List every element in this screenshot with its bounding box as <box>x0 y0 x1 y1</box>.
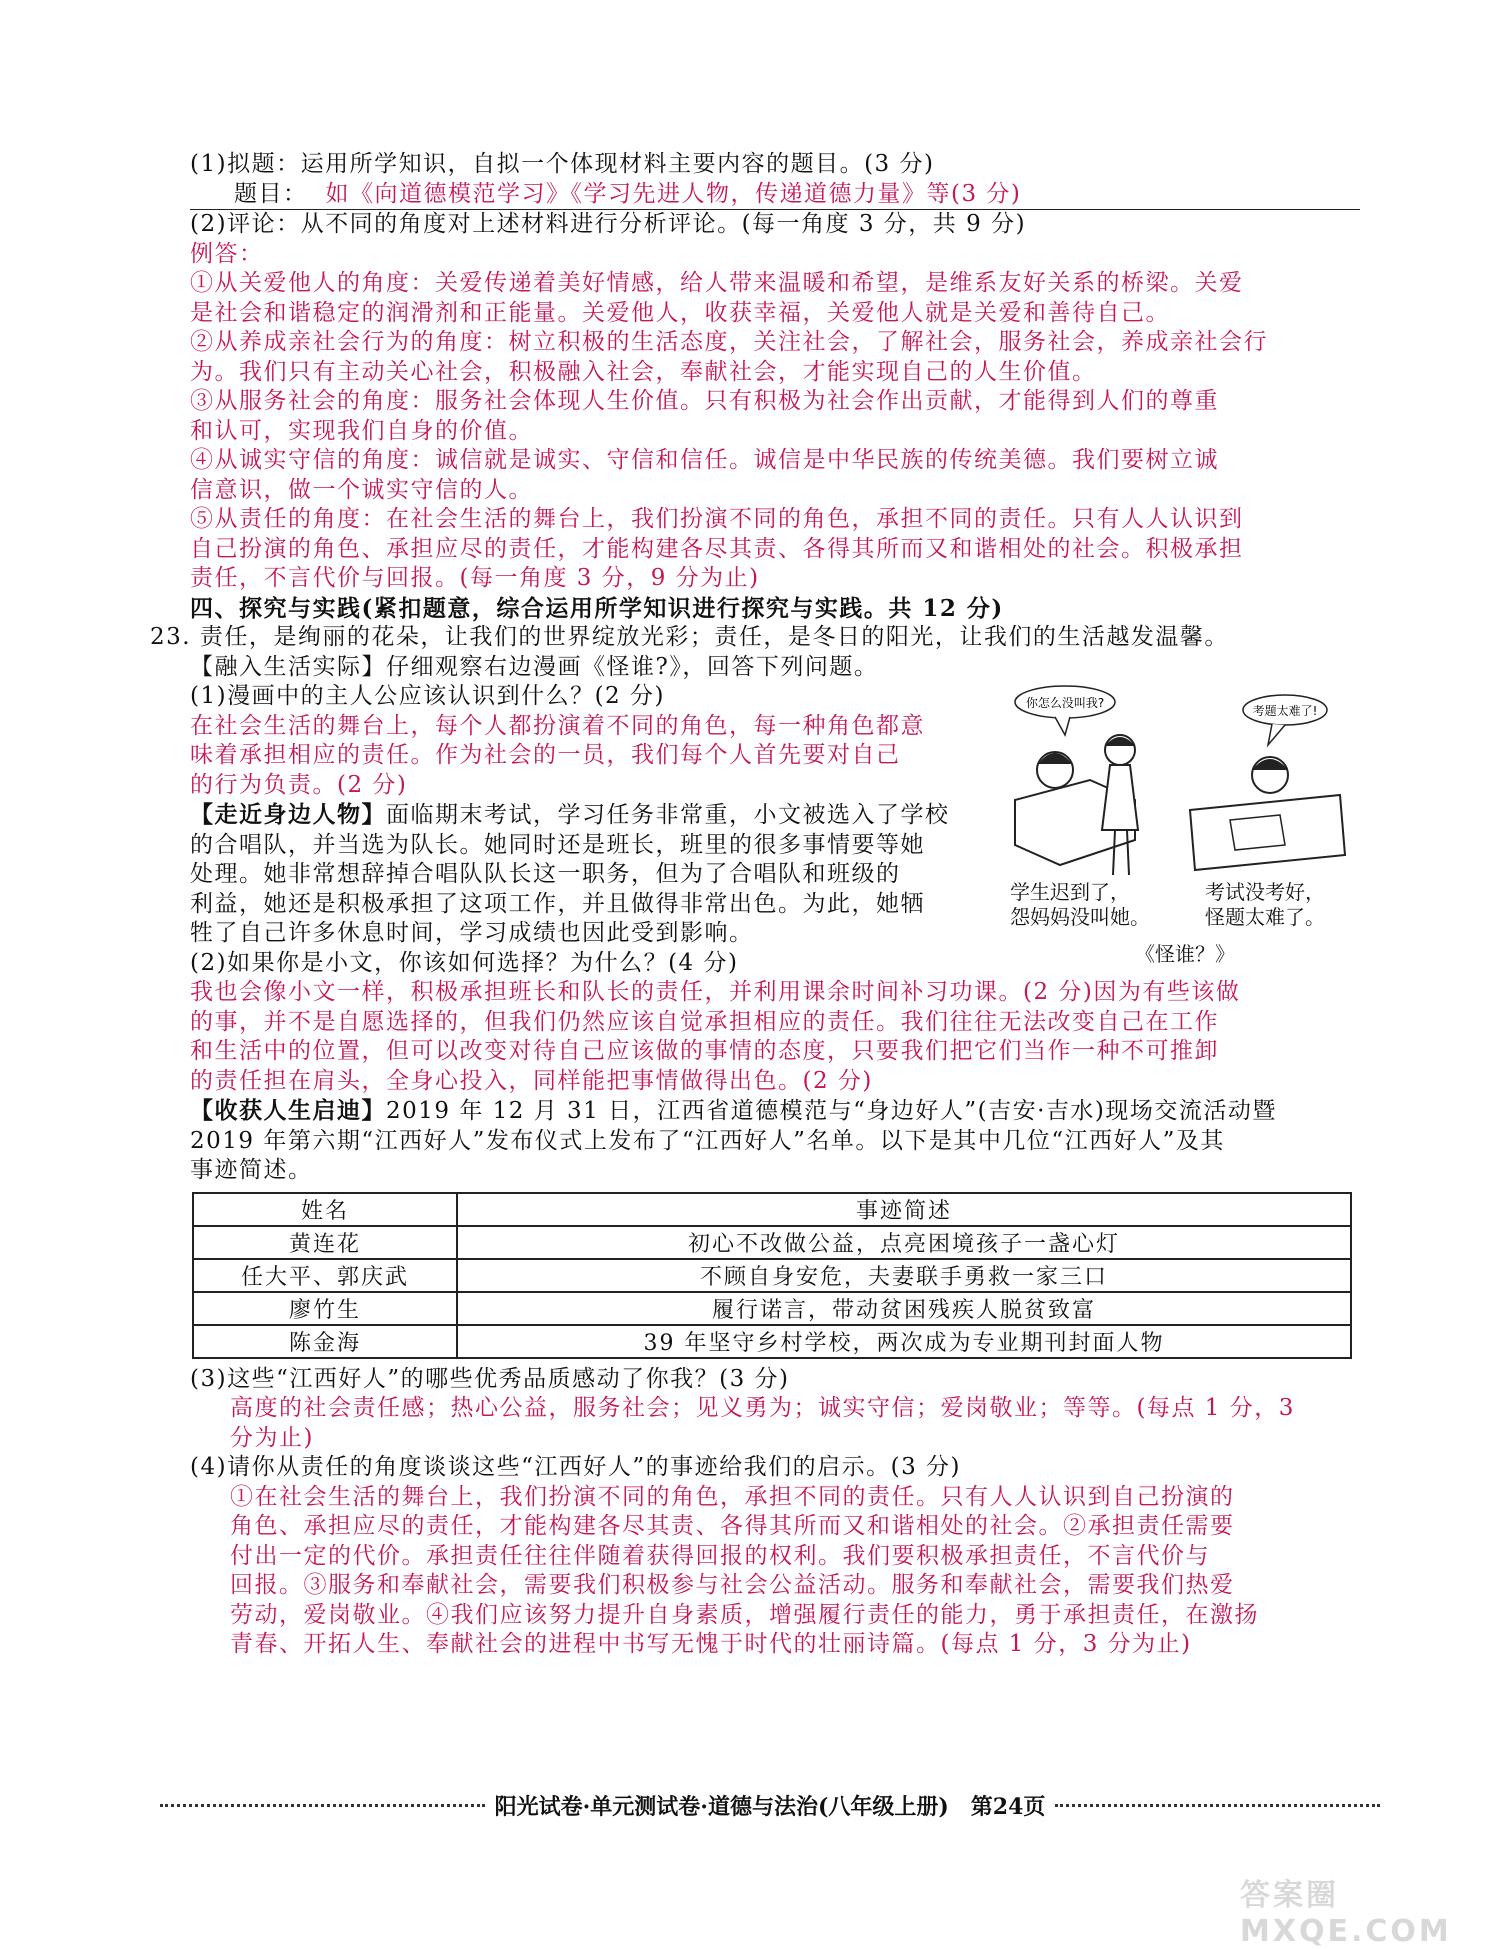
answer-line: 回报。③服务和奉献社会，需要我们积极参与社会公益活动。服务和奉献社会，需要我们热爱 <box>230 1572 1235 1598</box>
part2-text: 的合唱队，并当选为队长。她同时还是班长，班里的很多事情要等她 <box>190 831 925 858</box>
sub1-prompt: (1)漫画中的主人公应该认识到什么？(2 分) <box>190 683 665 709</box>
answer-line: 和生活中的位置，但可以改变对待自己应该做的事情的态度，只要我们把它们当作一种不可推卸 <box>190 1038 1219 1064</box>
part2-text: 牲了自己许多休息时间，学习成绩也因此受到影响。 <box>190 920 754 946</box>
part3-text: 2019 年第六期“江西好人”发布仪式上发布了“江西好人”名单。以下是其中几位“江西好人”及其 <box>190 1127 1225 1154</box>
answer-line: 为。我们只有主动关心社会，积极融入社会，奉献社会，才能实现自己的人生价值。 <box>190 358 1097 385</box>
bubble-left-text: 你怎么没叫我? <box>1025 696 1105 710</box>
answer-line: 付出一定的代价。承担责任往往伴随着获得回报的权利。我们要积极承担责任，不言代价与 <box>230 1542 1210 1569</box>
caption-line: 怨妈妈没叫她。 <box>1010 905 1150 929</box>
answer-line: 角色、承担应尽的责任，才能构建各尽其责、各得其所而又和谐相处的社会。②承担责任需要 <box>230 1513 1235 1539</box>
q23-intro: 23. 责任，是绚丽的花朵，让我们的世界绽放光彩；责任，是冬日的阳光，让我们的生活越发温馨。 <box>150 624 1229 650</box>
table-cell: 39 年坚守乡村学校，两次成为专业期刊封面人物 <box>457 1325 1351 1358</box>
answer-line: ④从诚实守信的角度：诚信就是诚实、守信和信任。诚信是中华民族的传统美德。我们要树立诚 <box>190 447 1219 473</box>
answer-line: 青春、开拓人生、奉献社会的进程中书写无愧于时代的壮丽诗篇。(每点 1 分，3 分为止) <box>230 1631 1192 1657</box>
jiangxi-good-people-table <box>192 1192 1352 1359</box>
comic-illustration <box>1010 680 1360 970</box>
answer-line: ①从关爱他人的角度：关爱传递着美好情感，给人带来温暖和希望，是维系友好关系的桥梁。关爱 <box>190 270 1244 296</box>
table-cell: 任大平、郭庆武 <box>193 1259 457 1292</box>
caption-line: 考试没考好， <box>1205 880 1325 904</box>
part2-text: 处理。她非常想辞掉合唱队队长这一职务，但为了合唱队和班级的 <box>190 861 901 887</box>
table-header-row <box>193 1193 1351 1226</box>
answer-line: 例答： <box>190 240 264 267</box>
answer-line: 的事，并不是自愿选择的，但我们仍然应该自觉承担相应的责任。我们往往无法改变自己在工作 <box>190 1008 1219 1035</box>
table-row <box>193 1292 1351 1325</box>
answer-line: 高度的社会责任感；热心公益，服务社会；见义勇为；诚实守信；爱岗敬业；等等。(每点 1 分，3 <box>230 1395 1295 1421</box>
table-cell: 初心不改做公益，点亮困境孩子一盏心灯 <box>457 1226 1351 1259</box>
answer-line: ③从服务社会的角度：服务社会体现人生价值。只有积极为社会作出贡献，才能得到人们的尊重 <box>190 388 1219 414</box>
q1-title-answer: 如《向道德模范学习》《学习先进人物，传递道德力量》等(3 分) <box>325 180 1022 207</box>
answer-line: 的行为负责。(2 分) <box>190 771 408 798</box>
q1-title-row <box>190 180 1360 211</box>
table-header: 事迹简述 <box>457 1193 1351 1226</box>
answer-line: 我也会像小文一样，积极承担班长和队长的责任，并利用课余时间补习功课。(2 分)因为有些该做 <box>190 979 1241 1005</box>
sub4-prompt: (4)请你从责任的角度谈谈这些“江西好人”的事迹给我们的启示。(3 分) <box>190 1454 961 1480</box>
sub3-prompt: (3)这些“江西好人”的哪些优秀品质感动了你我？(3 分) <box>190 1365 790 1392</box>
answer-line: 分为止) <box>230 1424 314 1451</box>
table-row <box>193 1226 1351 1259</box>
q2-answer <box>190 240 1360 594</box>
caption-line: 学生迟到了， <box>1010 880 1130 904</box>
table-cell: 黄连花 <box>193 1226 457 1259</box>
part2-text: 面临期末考试，学习任务非常重，小文被选入了学校 <box>386 802 950 828</box>
part3-text: 事迹简述。 <box>190 1157 313 1183</box>
table-cell: 履行诺言，带动贫困残疾人脱贫致富 <box>457 1292 1351 1325</box>
comic-title: 《怪谁？》 <box>1135 942 1235 966</box>
watermark-logo: 答案圈 MXQE.COM <box>1240 1878 1452 1949</box>
page-footer <box>150 1790 1390 1821</box>
footer-dots-left <box>160 1804 485 1807</box>
comic-caption-left <box>1010 880 1150 930</box>
comic-caption-right <box>1205 880 1325 930</box>
answer-line: 信意识，做一个诚实守信的人。 <box>190 476 533 503</box>
part1-heading: 【融入生活实际】仔细观察右边漫画《怪谁?》，回答下列问题。 <box>190 653 879 680</box>
answer-line: 在社会生活的舞台上，每个人都扮演着不同的角色，每一种角色都意 <box>190 712 925 739</box>
section4-heading: 四、探究与实践(紧扣题意，综合运用所学知识进行探究与实践。共 12 分) <box>190 594 1004 622</box>
part2-heading: 【走近身边人物】 <box>190 801 386 828</box>
table-row <box>193 1325 1351 1358</box>
answer-line: 的责任担在肩头，全身心投入，同样能把事情做得出色。(2 分) <box>190 1067 873 1094</box>
answer-line: 味着承担相应的责任。作为社会的一员，我们每个人首先要对自己 <box>190 742 901 768</box>
table-cell: 陈金海 <box>193 1325 457 1358</box>
footer-dots-right <box>1055 1804 1380 1807</box>
part3-text: 2019 年 12 月 31 日，江西省道德模范与“身边好人”(吉安·吉水)现场交流活动暨 <box>386 1098 1277 1124</box>
answer-line: ⑤从责任的角度：在社会生活的舞台上，我们扮演不同的角色，承担不同的责任。只有人人认识到 <box>190 506 1244 532</box>
answer-line: 和认可，实现我们自身的价值。 <box>190 417 533 444</box>
answer-line: 是社会和谐稳定的润滑剂和正能量。关爱他人，收获幸福，关爱他人就是关爱和善待自己。 <box>190 299 1170 326</box>
part2-text: 利益，她还是积极承担了这项工作，并且做得非常出色。为此，她牺 <box>190 890 925 917</box>
comic-drawing <box>1010 680 1360 880</box>
answer-line: 劳动，爱岗敬业。④我们应该努力提升自身素质，增强履行责任的能力，勇于承担责任，在激扬 <box>230 1601 1259 1628</box>
answer-line: 自己扮演的角色、承担应尽的责任，才能构建各尽其责、各得其所而又和谐相处的社会。积极承担 <box>190 535 1244 562</box>
q1-title-label: 题目： <box>234 180 308 207</box>
table-row <box>193 1259 1351 1292</box>
table-header: 姓名 <box>193 1193 457 1226</box>
answer-line: ②从养成亲社会行为的角度：树立积极的生活态度，关注社会，了解社会，服务社会，养成亲社会行 <box>190 329 1268 355</box>
caption-line: 怪题太难了。 <box>1205 905 1325 929</box>
part3-heading: 【收获人生启迪】 <box>190 1097 386 1124</box>
footer-text: 阳光试卷·单元测试卷·道德与法治(八年级上册) 第24页 <box>494 1794 1046 1820</box>
q2-prompt: (2)评论：从不同的角度对上述材料进行分析评论。(每一角度 3 分，共 9 分) <box>190 211 1027 237</box>
q1-prompt: (1)拟题：运用所学知识，自拟一个体现材料主要内容的题目。(3 分) <box>190 151 935 177</box>
answer-line: 责任，不言代价与回报。(每一角度 3 分，9 分为止) <box>190 565 760 591</box>
part3-first-line <box>190 1096 1360 1127</box>
bubble-right-text: 考题太难了! <box>1252 704 1318 718</box>
table-cell: 廖竹生 <box>193 1292 457 1325</box>
answer-line: ①在社会生活的舞台上，我们扮演不同的角色，承担不同的责任。只有人人认识到自己扮演的 <box>230 1483 1235 1510</box>
table-cell: 不顾自身安危，夫妻联手勇救一家三口 <box>457 1259 1351 1292</box>
sub2-prompt: (2)如果你是小文，你该如何选择？为什么？(4 分) <box>190 949 739 976</box>
